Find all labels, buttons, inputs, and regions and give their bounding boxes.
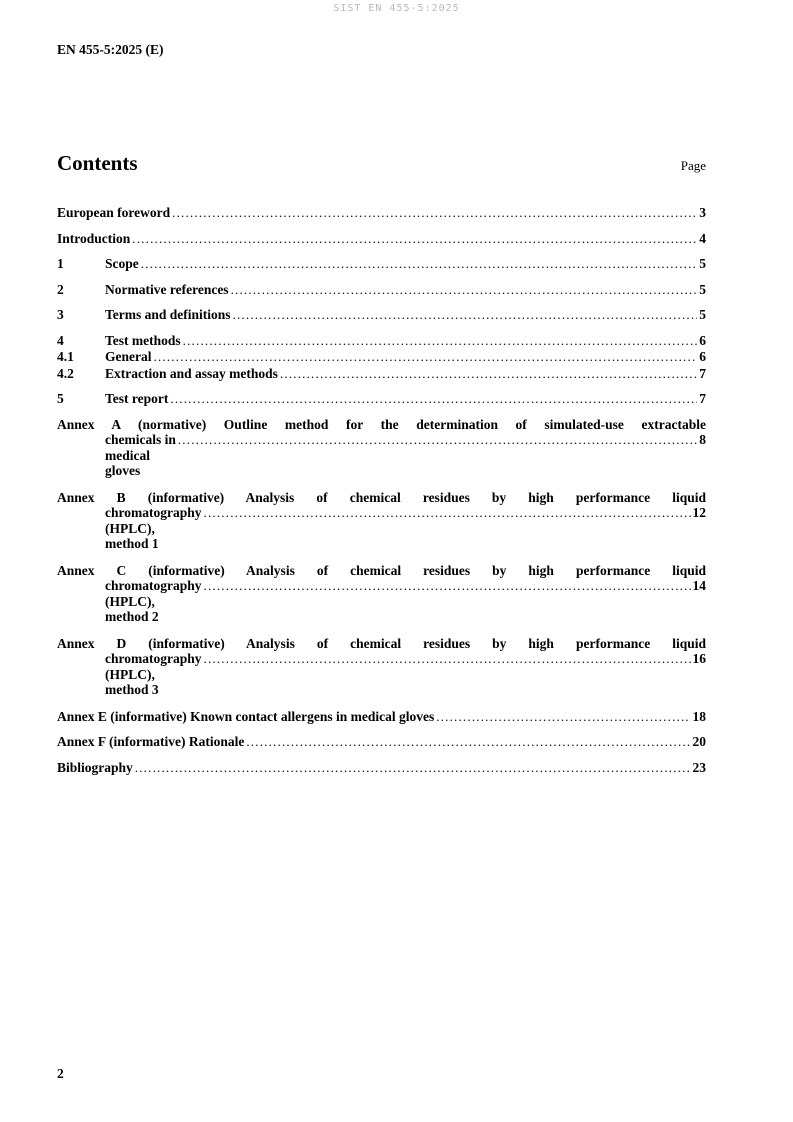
dot-leader [246,734,690,750]
toc-entry-title: Annex F (informative) Rationale [57,734,245,749]
contents-header [57,151,706,176]
toc-entry-page: 12 [692,505,706,520]
toc-entry-annex-d [57,636,706,698]
toc-entry-title: Extraction and assay methods [105,365,278,381]
toc-entry-normative-references [57,282,706,298]
toc-entry-title: European foreword [57,205,171,220]
contents-title: Contents [57,151,138,175]
toc-entry-title: Introduction [57,230,131,246]
toc-entry-page: 7 [699,365,706,381]
toc-entry-page: 8 [699,432,706,447]
toc-entry-page: 18 [692,708,706,724]
toc-entry-title-line1: Annex D (informative) Analysis of chemical residues by high performance liquid [57,635,706,651]
toc-entry-number: 2 [57,281,64,297]
toc-entry-title-line2 [57,651,706,698]
toc-entry-scope [57,256,706,272]
toc-entry-page: 6 [699,349,706,364]
toc-entry-title: General [105,349,152,364]
toc-entry-title: chemicals in medical gloves [105,432,176,478]
toc-entry-title-line1: Annex A (normative) Outline method for the determination of simulated-use extractable [57,416,706,432]
toc-entry-number: 3 [57,307,64,322]
toc-entry-european-foreword [57,205,706,221]
toc-entry-general [57,349,706,365]
page-column-label: Page [680,158,706,173]
toc-entry-title-line2 [57,505,706,552]
toc-entry-title: Terms and definitions [105,307,231,322]
dot-leader [170,391,697,407]
toc-entry-test-report [57,391,706,407]
dot-leader [280,366,697,382]
toc-entry-annex-a [57,417,706,479]
toc-entry-number: 5 [57,391,64,406]
toc-entry-title-line2 [57,432,706,479]
toc-entry-page: 5 [699,256,706,271]
toc-entry-page: 7 [699,391,706,406]
toc-entry-annex-e [57,709,706,725]
toc-entry-title: chromatography (HPLC), method 1 [105,505,202,551]
toc-entry-title-line1: Annex B (informative) Analysis of chemical residues by high performance liquid [57,489,706,505]
document-reference: EN 455-5:2025 (E) [57,42,164,57]
toc-entry-test-methods [57,333,706,349]
dot-leader [436,709,690,725]
toc-entry-annex-f [57,734,706,750]
footer-page-number: 2 [57,1066,64,1081]
toc-entry-title-line2 [57,578,706,625]
toc-entry-number: 4 [57,332,64,348]
watermark-text: SIST EN 455-5:2025 [333,3,460,14]
dot-leader [178,432,697,448]
dot-leader [141,256,698,272]
dot-leader [231,282,698,298]
toc-entry-title: Test methods [105,332,181,348]
table-of-contents [57,205,706,775]
toc-entry-page: 5 [699,307,706,322]
toc-entry-page: 3 [699,205,706,220]
dot-leader [233,307,698,323]
toc-entry-annex-c [57,563,706,625]
dot-leader [204,651,691,667]
toc-entry-page: 20 [692,734,706,749]
dot-leader [135,760,691,776]
toc-entry-title: Test report [105,391,169,406]
dot-leader [204,505,691,521]
toc-entry-title-line1: Annex C (informative) Analysis of chemical residues by high performance liquid [57,562,706,578]
toc-entry-annex-b [57,490,706,552]
toc-entry-page: 5 [699,281,706,297]
dot-leader [132,231,697,247]
page-content [57,0,706,785]
toc-entry-page: 6 [699,332,706,348]
toc-entry-number: 1 [57,256,64,271]
toc-entry-extraction-and-assay-methods [57,366,706,382]
toc-entry-bibliography [57,760,706,776]
toc-entry-number: 4.2 [57,365,74,381]
toc-entry-page: 16 [692,651,706,666]
toc-entry-introduction [57,231,706,247]
toc-entry-number: 4.1 [57,349,74,364]
toc-entry-page: 23 [692,759,706,775]
dot-leader [154,349,698,365]
toc-entry-page: 14 [692,578,706,593]
toc-entry-title: Bibliography [57,759,133,775]
dot-leader [183,333,698,349]
toc-entry-title: chromatography (HPLC), method 2 [105,578,202,624]
toc-entry-terms-and-definitions [57,307,706,323]
toc-entry-title: chromatography (HPLC), method 3 [105,651,202,697]
dot-leader [172,205,697,221]
toc-entry-title: Normative references [105,281,229,297]
toc-entry-page: 4 [699,230,706,246]
dot-leader [204,578,691,594]
toc-entry-title: Annex E (informative) Known contact allergens in medical gloves [57,708,435,724]
toc-entry-title: Scope [105,256,139,271]
